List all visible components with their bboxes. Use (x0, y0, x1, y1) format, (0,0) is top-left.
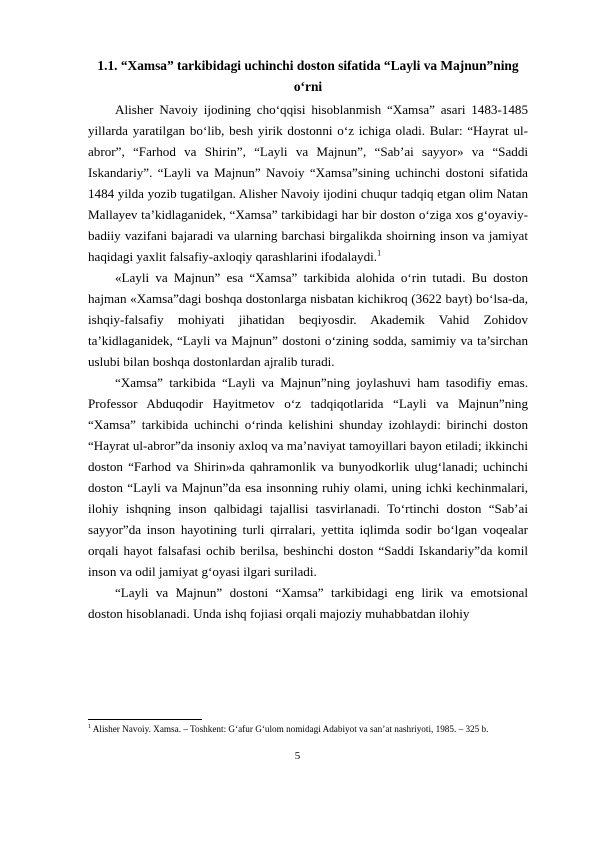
footnote-separator (88, 719, 202, 720)
section-title: 1.1. “Xamsa” tarkibidagi uchinchi doston sifatida “Layli va Majnun”ning o‘rni (97, 58, 519, 94)
footnote (88, 722, 528, 736)
body-text (88, 99, 528, 624)
paragraph-2: «Layli va Majnun” esa “Xamsa” tarkibida alohida o‘rin tutadi. Bu doston hajman «Xamsa”dagi boshqa dostonlarga nisbatan kichikroq (3622 bayt) bo‘lsa-da, ishqiy-falsafiy mohiyati jihatidan beqiyosdir. Akademik Vahid Zohidov ta’kidlaganidek, “Layli va Majnun” dostoni o‘zining sodda, samimiy va ta’sirchan uslubi bilan boshqa dostonlardan ajralib turadi. (88, 270, 528, 369)
footnote-text: Alisher Navoiy. Xamsa. – Toshkent: G‘afur G‘ulom nomidagi Adabiyot va san’at nashriyoti, 1985. – 325 b. (92, 724, 489, 734)
paragraph-1-text: Alisher Navoiy ijodining cho‘qqisi hisoblanmish “Xamsa” asari 1483-1485 yillarda yaratilgan bo‘lib, besh yirik dostonni o‘z ichiga oladi. Bular: “Hayrat ul-abror”, “Farhod va Shirin”, “Layli va Majnun”, “Sab’ai sayyor» va “Saddi Iskandariy”. “Layli va Majnun” Navoiy “Xamsa”sining uchinchi dostoni sifatida 1484 yilda yozib tugatilgan. Alisher Navoiy ijodini chuqur tadqiq etgan olim Natan Mallayev ta’kidlaganidek, “Xamsa” tarkibidagi har bir doston o‘ziga xos g‘oyaviy-badiiy vazifani bajaradi va ularning barchasi birgalikda shoirning inson va jamiyat haqidagi yaxlit falsafiy-axloqiy qarashlarini ifodalaydi. (88, 102, 528, 264)
paragraph-4: “Layli va Majnun” dostoni “Xamsa” tarkibidagi eng lirik va emotsional doston hisoblanadi. Unda ishq fojiasi orqali majoziy muhabbatdan ilohiy (88, 585, 528, 621)
paragraph-1 (88, 99, 528, 267)
paragraph-3: “Xamsa” tarkibida “Layli va Majnun”ning joylashuvi ham tasodifiy emas. Professor Abduqodir Hayitmetov o‘z tadqiqotlarida “Layli va Majnun”ning “Xamsa” tarkibida uchinchi o‘rinda kelishini shunday izohlaydi: birinchi doston “Hayrat ul-abror”da insoniy axloq va ma’naviyat tamoyillari bayon etiladi; ikkinchi doston “Farhod va Shirin»da qahramonlik va bunyodkorlik ulug‘lanadi; uchinchi doston “Layli va Majnun”da esa insonning ruhiy olami, uning ichki kechinmalari, ilohiy ishqning inson qalbidagi tajallisi tasvirlanadi. To‘rtinchi doston “Sab’ai sayyor”da inson hayotining turli qirralari, yettita iqlimda sodir bo‘lgan voqealar orqali hayot falsafasi ochib berilsa, beshinchi doston “Saddi Iskandariy”da komil inson va odil jamiyat g‘oyasi ilgari suriladi. (88, 375, 528, 579)
page-number: 5 (294, 750, 301, 762)
footnote-number: 1 (88, 723, 91, 730)
footnote-reference[interactable]: 1 (377, 248, 382, 258)
